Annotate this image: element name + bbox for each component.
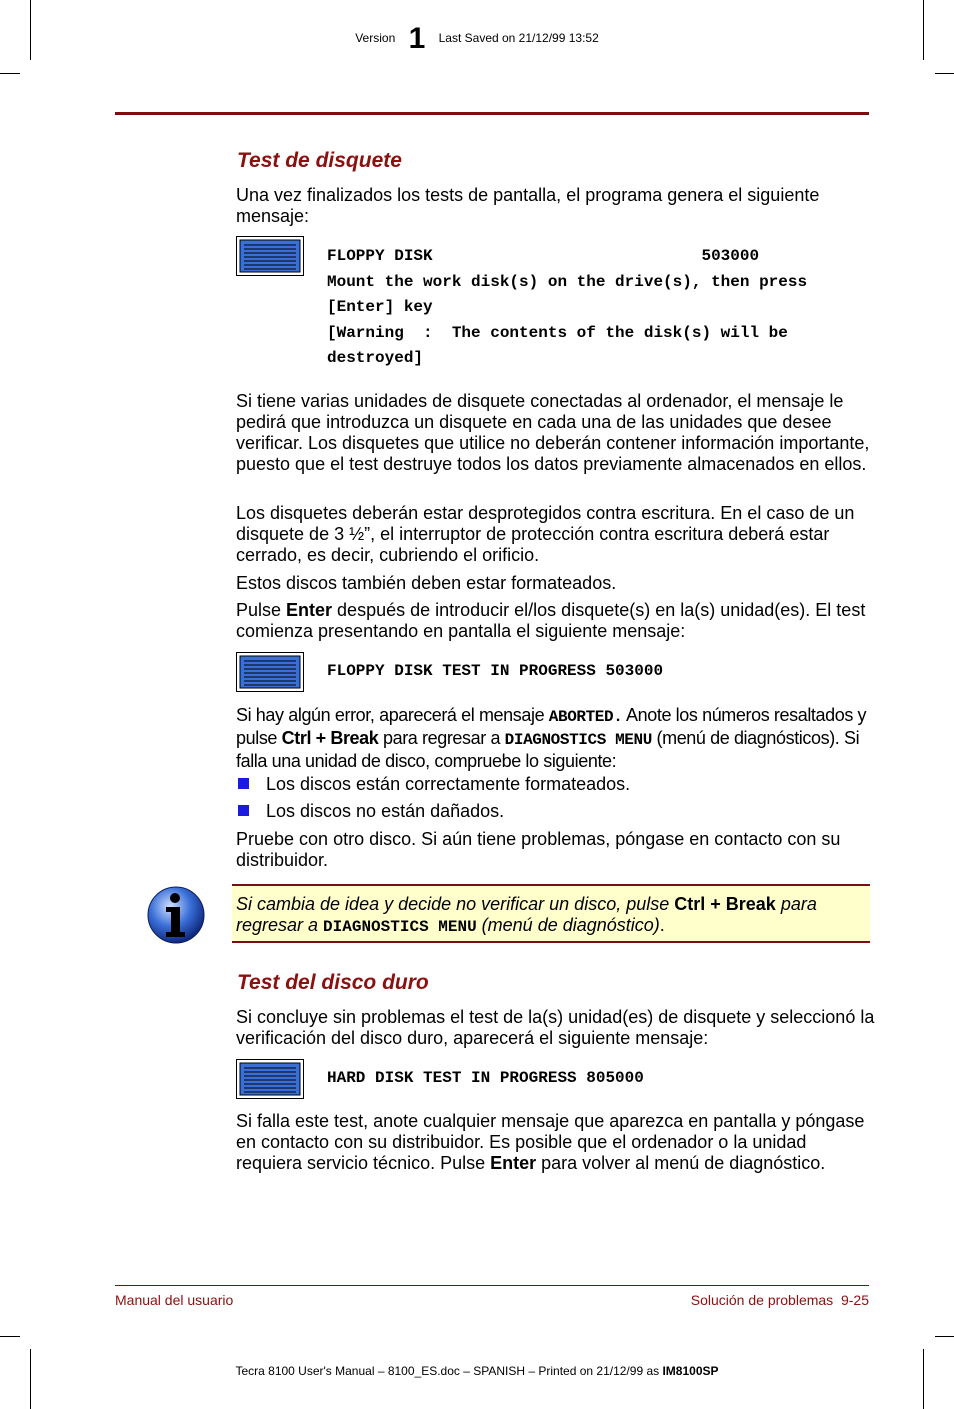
screen-line: Mount the work disk(s) on the drive(s), then press: [327, 272, 808, 291]
bullet-square-icon: [238, 805, 249, 816]
text: para regresar a: [378, 728, 505, 748]
list-item-text: Los discos no están dañados.: [266, 801, 505, 821]
text: (menú de diagnósticos). Si falla una unidad de disco, compruebe lo siguiente:: [236, 728, 860, 771]
last-saved: Last Saved on 21/12/99 13:52: [438, 31, 599, 45]
bullet-square-icon: [238, 778, 249, 789]
text: Si hay algún error, aparecerá el mensaje: [236, 705, 549, 725]
version-header: [0, 22, 954, 56]
screen-line: [Warning : The contents of the disk(s) will be: [327, 323, 788, 342]
monitor-icon: [236, 1059, 304, 1099]
text: Si falla este test, anote cualquier mensaje que aparezca en pantalla y póngase en contacto con su distribuidor. Es posible que el ordenador o la unidad requiera servicio técnico. Pulse: [236, 1111, 865, 1173]
screen-line: FLOPPY DISK 503000: [327, 247, 760, 265]
screen-line: destroyed]: [327, 349, 424, 367]
floppy-intro: Una vez finalizados los tests de pantalla, el programa genera el siguiente mensaje:: [236, 185, 820, 226]
footer-left: Manual del usuario: [115, 1292, 234, 1308]
note-text: [236, 894, 864, 938]
crop-mark: [30, 1349, 31, 1409]
doc-code: IM8100SP: [662, 1364, 719, 1378]
key-enter: Enter: [490, 1153, 537, 1173]
note-box: [232, 884, 870, 943]
crop-mark: [0, 73, 20, 74]
hdd-paragraph-2: [236, 1111, 876, 1174]
screen-message-floppy-progress: FLOPPY DISK TEST IN PROGRESS 503000: [327, 662, 664, 680]
crop-mark: [923, 1349, 924, 1409]
footer-right: Solución de problemas 9-25: [690, 1292, 869, 1308]
top-rule: [115, 112, 869, 115]
text: Pulse: [236, 600, 287, 620]
heading-hdd-test: Test del disco duro: [237, 971, 429, 994]
screen-message-hdd-progress: HARD DISK TEST IN PROGRESS 805000: [327, 1069, 644, 1087]
version-number: 1: [408, 22, 426, 55]
code-aborted: ABORTED.: [548, 708, 623, 726]
key-ctrl-break: Ctrl + Break: [674, 894, 776, 914]
crop-mark: [935, 73, 954, 74]
crop-mark: [0, 1336, 20, 1337]
floppy-paragraph-3: Estos discos también deben estar formateados.: [236, 573, 617, 593]
text: para volver al menú de diagnóstico.: [536, 1153, 826, 1173]
screen-message-floppy: [327, 244, 807, 372]
code-diagnostics-menu: DIAGNOSTICS MENU: [323, 918, 477, 936]
floppy-paragraph-5: [236, 705, 876, 772]
hdd-paragraph-1: Si concluye sin problemas el test de la(s) unidad(es) de disquete y seleccionó la verificación del disco duro, aparecerá el siguiente mensaje:: [236, 1007, 875, 1048]
text: (menú de diagnóstico): [476, 915, 660, 935]
floppy-paragraph-2: Los disquetes deberán estar desprotegidos contra escritura. En el caso de un disquete de 3 ½”, el interruptor de protección contra escritura deberá estar cerrado, es decir, cubriendo el orificio.: [236, 503, 855, 565]
text: Si cambia de idea y decide no verificar un disco, pulse: [236, 894, 675, 914]
text: después de introducir el/los disquete(s) en la(s) unidad(es). El test comienza presentando en pantalla el siguiente mensaje:: [236, 600, 866, 641]
key-ctrl-break: Ctrl + Break: [281, 728, 379, 748]
crop-mark: [935, 1336, 954, 1337]
info-icon: [146, 886, 206, 946]
monitor-icon: [236, 652, 304, 692]
text: .: [659, 915, 665, 935]
list-item-text: Los discos están correctamente formateados.: [266, 774, 631, 794]
monitor-icon: [236, 236, 304, 276]
heading-floppy-test: Test de disquete: [237, 149, 402, 172]
code-diagnostics-menu: DIAGNOSTICS MENU: [504, 731, 652, 749]
floppy-paragraph-6: Pruebe con otro disco. Si aún tiene problemas, póngase en contacto con su distribuidor.: [236, 829, 841, 870]
text: Anote los números resaltados y pulse: [236, 705, 867, 748]
key-enter: Enter: [286, 600, 333, 620]
bottom-rule: [115, 1285, 869, 1286]
print-info: [0, 1364, 954, 1378]
floppy-paragraph-4: [236, 600, 876, 642]
floppy-paragraph-1: Si tiene varias unidades de disquete conectadas al ordenador, el mensaje le pedirá que introduzca un disquete en cada una de las unidades que desee verificar. Los disquetes que utilice no deberán contener información importante, puesto que el test destruye todos los datos previamente almacenados en ellos.: [236, 391, 870, 474]
text: Tecra 8100 User's Manual – 8100_ES.doc – SPANISH – Printed on 21/12/99 as: [235, 1364, 663, 1378]
screen-line: [Enter] key: [327, 298, 433, 316]
text: para regresar a: [236, 894, 817, 935]
version-label: Version: [355, 31, 396, 45]
